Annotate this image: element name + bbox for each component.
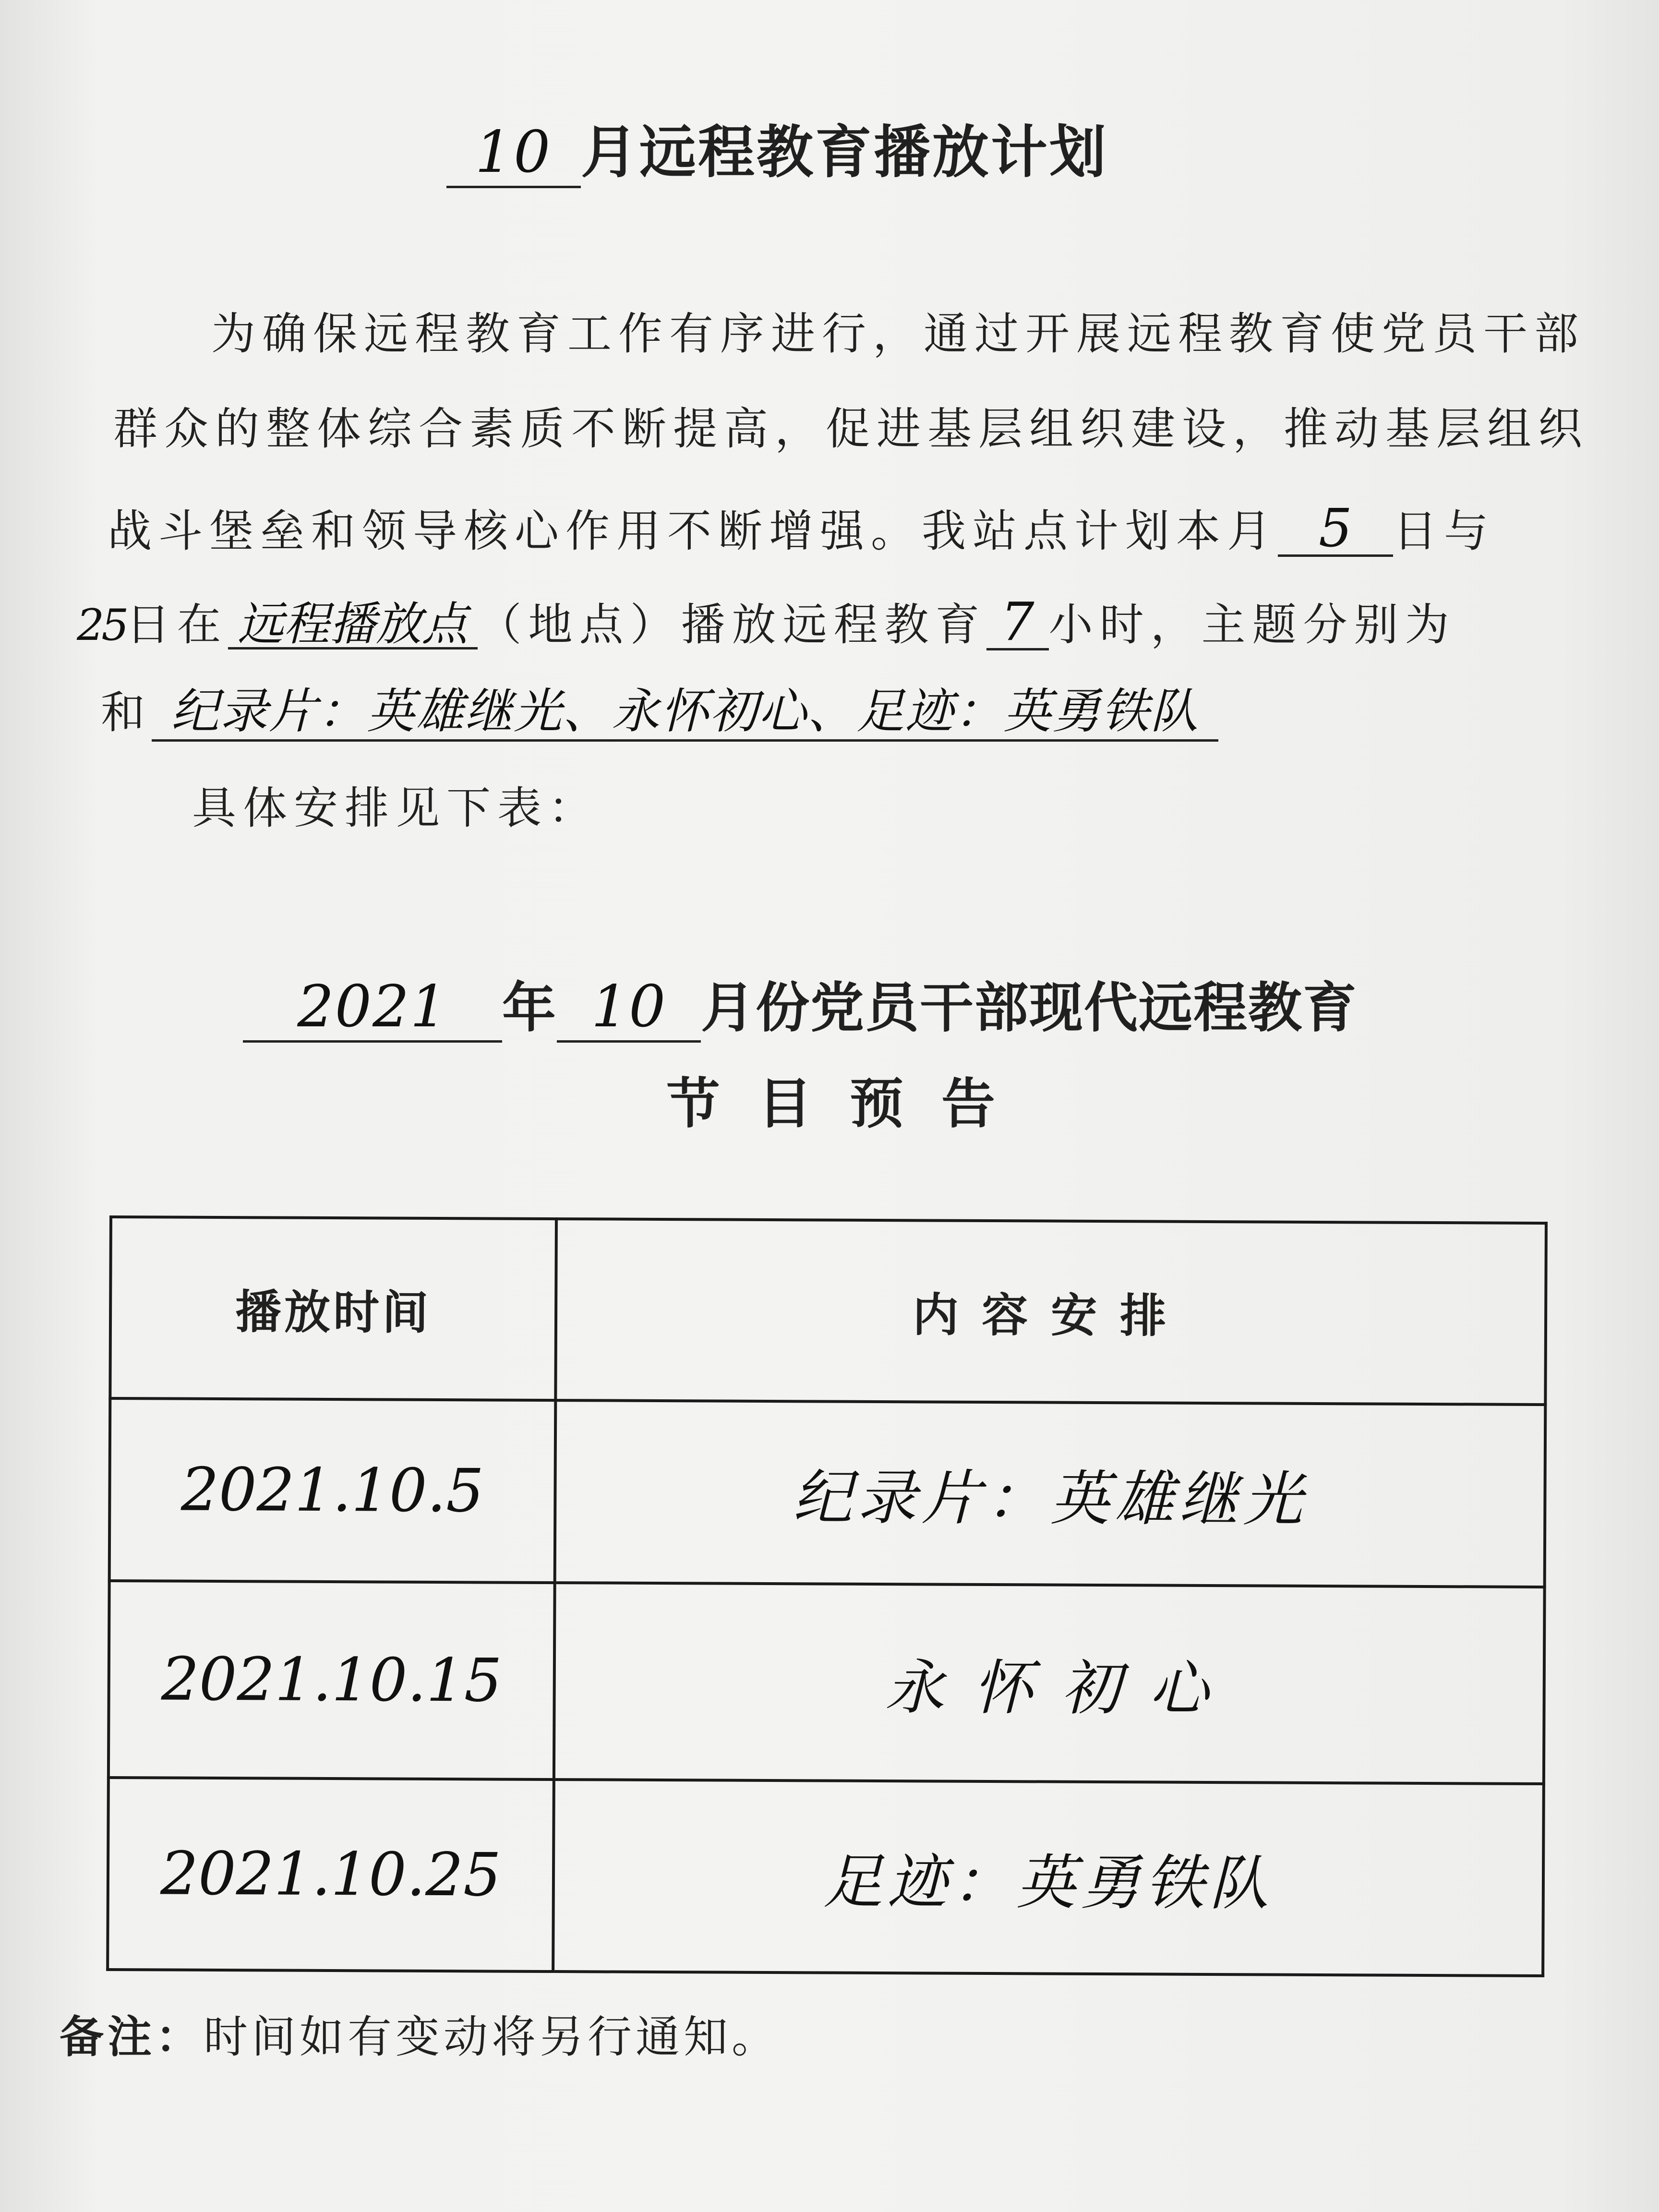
row-content: 纪录片：英雄继光 [555,1400,1546,1587]
notice-year-value: 2021 [243,974,502,1043]
table-row [108,1581,1545,1784]
line3-prefix: 战斗堡垒和领导核心作用不断增强。我站点计划本月 [108,505,1278,557]
table-header-row [110,1217,1546,1405]
header-time: 播放时间 [110,1217,556,1400]
line3-suffix: 日与 [1393,505,1495,557]
notice-year-label: 年 [502,977,557,1039]
row-content: 永 怀 初 心 [554,1583,1545,1784]
table-row [109,1398,1546,1587]
paragraph-line-4 [77,591,1456,652]
row-time: 2021.10.25 [108,1778,554,1972]
line4-suffix: 小时，主题分别为 [1048,599,1456,650]
paragraph-line-1: 为确保远程教育工作有序进行，通过开展远程教育使党员干部 [211,308,1586,360]
row-content: 足迹：英勇铁队 [553,1779,1544,1976]
topics-value: 纪录片：英雄继光、永怀初心、足迹：英勇铁队 [152,683,1218,742]
document-title [446,107,1108,188]
location-label: （地点）播放远程教育 [477,599,986,650]
row-time: 2021.10.5 [109,1398,556,1583]
note [60,2002,780,2065]
notice-month-value: 10 [557,974,701,1043]
title-month-value: 10 [446,119,581,188]
note-label: 备注： [60,2011,204,2063]
paragraph-line-5 [101,683,1218,739]
notice-title [243,965,1358,1043]
second-day-value: 25 [77,600,126,650]
note-text: 时间如有变动将另行通知。 [204,2011,780,2063]
schedule-table [106,1215,1548,1977]
table-row [108,1778,1544,1976]
location-value: 远程播放点 [228,601,478,649]
paragraph-line-2: 群众的整体综合素质不断提高，促进基层组织建设，推动基层组织 [113,403,1589,455]
title-suffix: 月远程教育播放计划 [581,119,1108,185]
line5-prefix: 和 [101,687,152,738]
hours-value: 7 [986,595,1049,650]
line4-day-label: 日在 [126,599,228,650]
header-content: 内容安排 [555,1219,1546,1405]
notice-subtitle: 节 目 预 告 [666,1073,1005,1135]
notice-title-suffix: 月份党员干部现代远程教育 [701,977,1358,1039]
paragraph-line-3 [108,497,1495,559]
row-time: 2021.10.15 [108,1581,555,1779]
day-value: 5 [1278,502,1393,557]
paragraph-line-6: 具体安排见下表： [192,782,600,834]
